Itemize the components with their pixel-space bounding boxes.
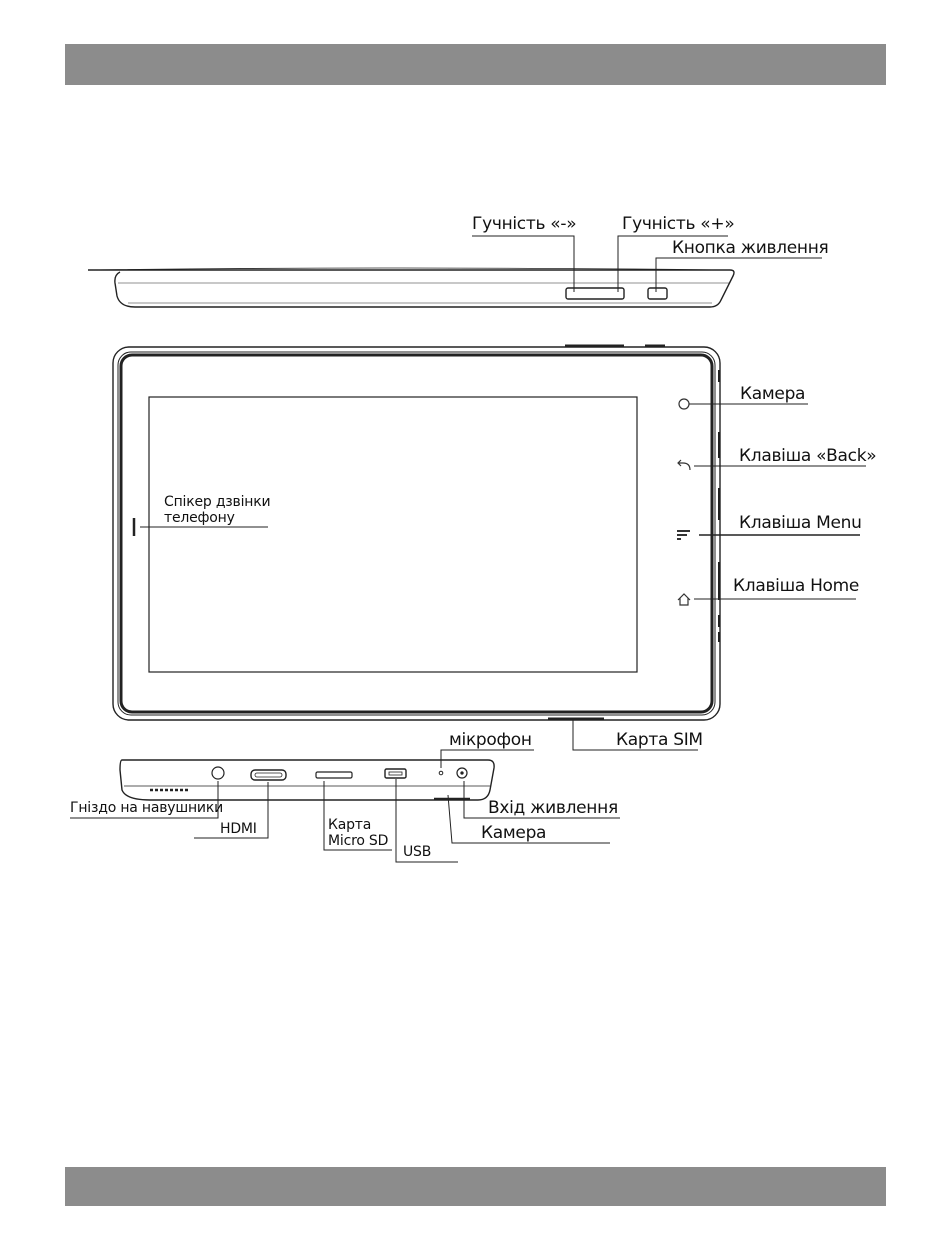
headphone-jack-label: Гніздо на навушники xyxy=(70,800,223,816)
hdmi-label: HDMI xyxy=(220,821,257,837)
speaker-label-line2: телефону xyxy=(164,510,235,526)
tablet-bottom-view xyxy=(120,760,494,800)
usb-port-shape xyxy=(385,769,406,778)
volume-minus-label: Гучність «-» xyxy=(472,214,577,234)
volume-rocker xyxy=(566,288,624,299)
camera-lens-icon xyxy=(679,399,689,409)
power-button-shape xyxy=(648,288,667,299)
menu-icon xyxy=(677,531,690,539)
front-camera-label: Камера xyxy=(740,384,806,404)
headphone-jack-shape xyxy=(212,767,224,779)
microphone-label: мікрофон xyxy=(449,730,532,750)
home-icon xyxy=(678,594,690,605)
usb-label: USB xyxy=(403,844,432,860)
back-arrow-icon xyxy=(678,460,690,470)
back-key-label: Клавіша «Back» xyxy=(739,446,877,466)
microsd-slot-shape xyxy=(316,772,352,778)
microsd-label xyxy=(328,817,388,849)
power-input-label: Вхід живлення xyxy=(488,798,618,818)
home-key-label: Клавіша Home xyxy=(733,576,860,596)
volume-plus-label: Гучність «+» xyxy=(622,214,735,234)
tablet-top-view xyxy=(88,268,734,307)
microphone-hole xyxy=(439,771,443,775)
rear-camera-label: Камера xyxy=(481,823,547,843)
hdmi-port-shape xyxy=(251,770,286,780)
power-button-label: Кнопка живлення xyxy=(672,238,829,258)
speaker-label-line1: Спікер дзвінки xyxy=(164,494,271,510)
sim-card-label: Карта SIM xyxy=(616,730,703,750)
speaker-label xyxy=(164,494,270,526)
microsd-label-line1: Карта xyxy=(328,817,372,833)
menu-key-label: Клавіша Menu xyxy=(739,513,862,533)
tablet-front-view xyxy=(113,346,720,720)
microsd-label-line2: Micro SD xyxy=(328,833,389,849)
display-screen xyxy=(149,397,637,672)
